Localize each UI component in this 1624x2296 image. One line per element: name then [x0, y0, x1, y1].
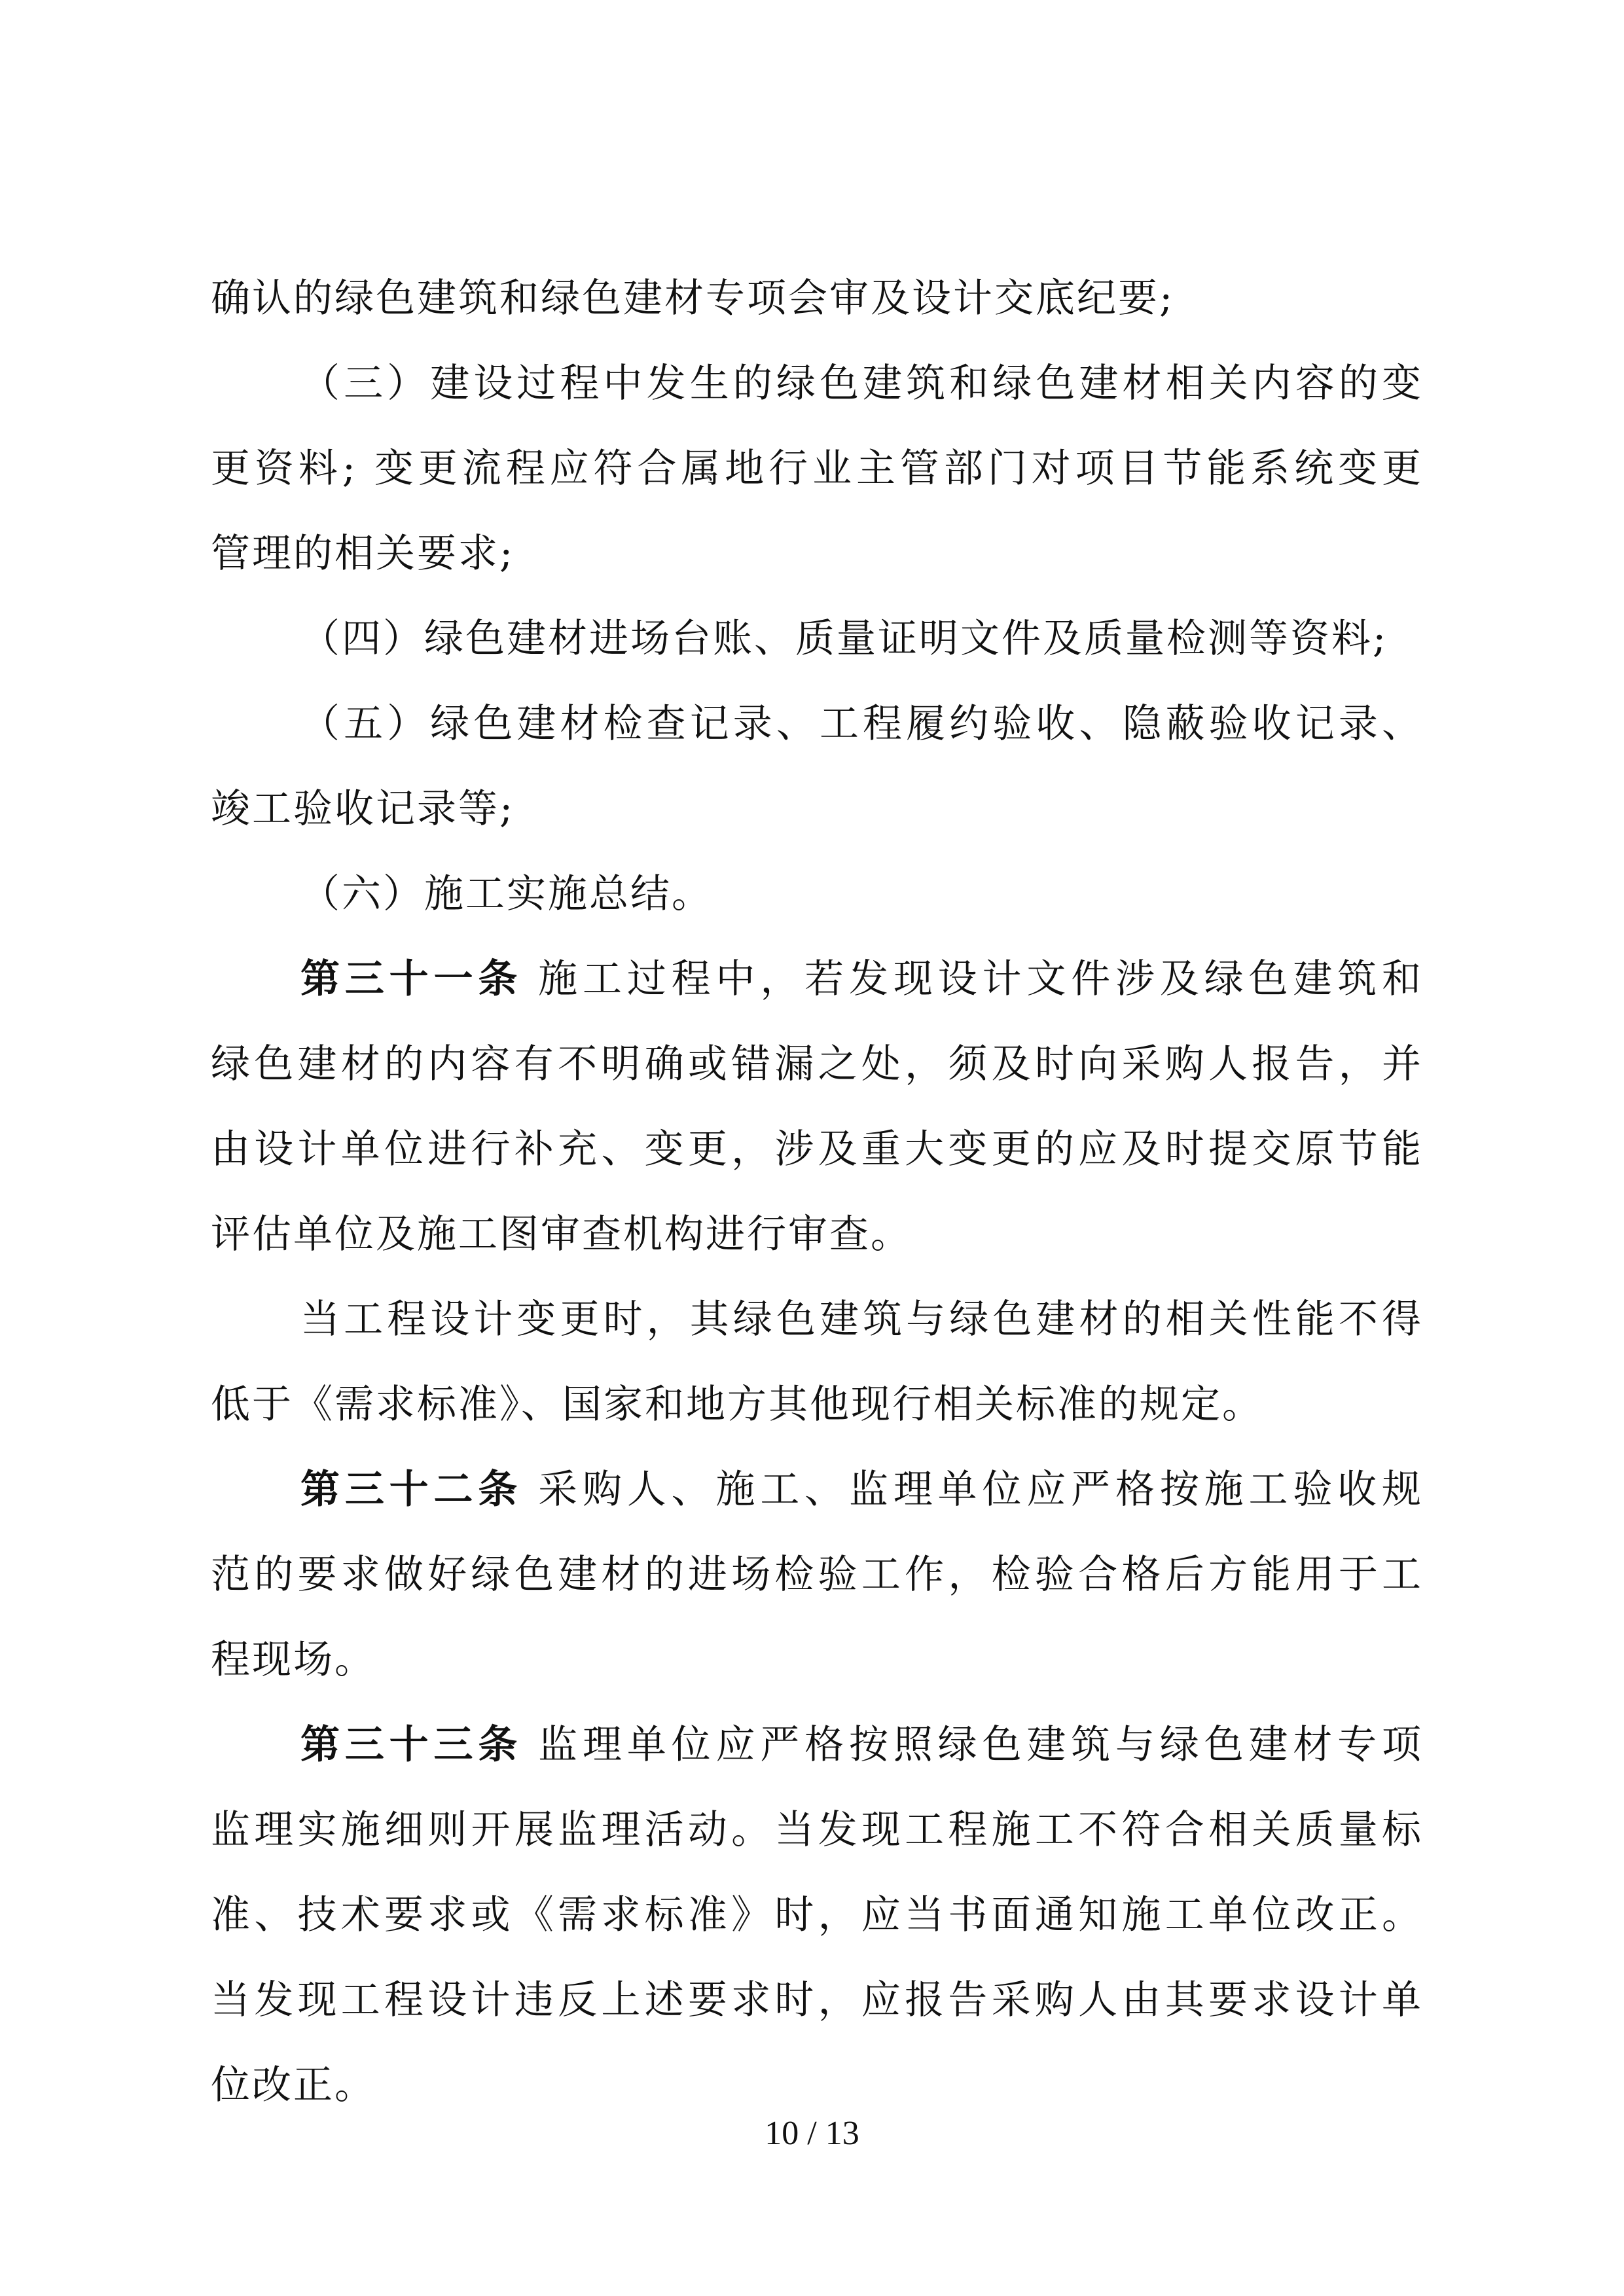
text-line: 程现场。 [211, 1637, 376, 1683]
text-line: 竣工验收记录等; [211, 786, 515, 832]
article-33-text: 监理单位应严格按照绿色建筑与绿色建材专项 [538, 1722, 1424, 1768]
article-31-text: 施工过程中，若发现设计文件涉及绿色建筑和 [538, 956, 1424, 1002]
text-line: 准、技术要求或《需求标准》时，应当书面通知施工单位改正。 [211, 1892, 1423, 1938]
list-item-5: （五）绿色建材检查记录、工程履约验收、隐蔽验收记录、 [300, 701, 1423, 747]
page-number: 10 / 13 [765, 2115, 859, 2152]
article-31-heading: 第三十一条 [300, 956, 523, 1002]
article-32-text: 采购人、施工、监理单位应严格按施工验收规 [538, 1467, 1424, 1513]
list-item-3: （三）建设过程中发生的绿色建筑和绿色建材相关内容的变 [300, 361, 1423, 406]
text-line: 当发现工程设计违反上述要求时，应报告采购人由其要求设计单 [211, 1977, 1423, 2023]
text-line: 由设计单位进行补充、变更，涉及重大变更的应及时提交原节能 [211, 1126, 1423, 1172]
text-line: 绿色建材的内容有不明确或错漏之处，须及时向采购人报告，并 [211, 1041, 1423, 1087]
article-33-heading: 第三十三条 [300, 1722, 523, 1768]
text-line: 更资料; 变更流程应符合属地行业主管部门对项目节能系统变更 [211, 446, 1423, 492]
article-31-first-line [211, 937, 1423, 1022]
text-line: 位改正。 [211, 2062, 376, 2108]
article-32-heading: 第三十二条 [300, 1467, 523, 1513]
document-body [211, 256, 1423, 2128]
text-line: 低于《需求标准》、国家和地方其他现行相关标准的规定。 [211, 1382, 1263, 1427]
text-line: 监理实施细则开展监理活动。当发现工程施工不符合相关质量标 [211, 1807, 1423, 1853]
list-item-4: （四）绿色建材进场台账、质量证明文件及质量检测等资料; [300, 616, 1388, 662]
article-32-first-line [211, 1447, 1423, 1532]
article-33-first-line [211, 1702, 1423, 1787]
text-line: 范的要求做好绿色建材的进场检验工作，检验合格后方能用于工 [211, 1552, 1423, 1598]
text-line: 评估单位及施工图审查机构进行审查。 [211, 1211, 912, 1257]
text-line: 当工程设计变更时，其绿色建筑与绿色建材的相关性能不得 [300, 1297, 1423, 1342]
text-line: 管理的相关要求; [211, 531, 515, 577]
list-item-6: （六）施工实施总结。 [300, 871, 713, 917]
text-line: 确认的绿色建筑和绿色建材专项会审及设计交底纪要; [211, 276, 1175, 321]
